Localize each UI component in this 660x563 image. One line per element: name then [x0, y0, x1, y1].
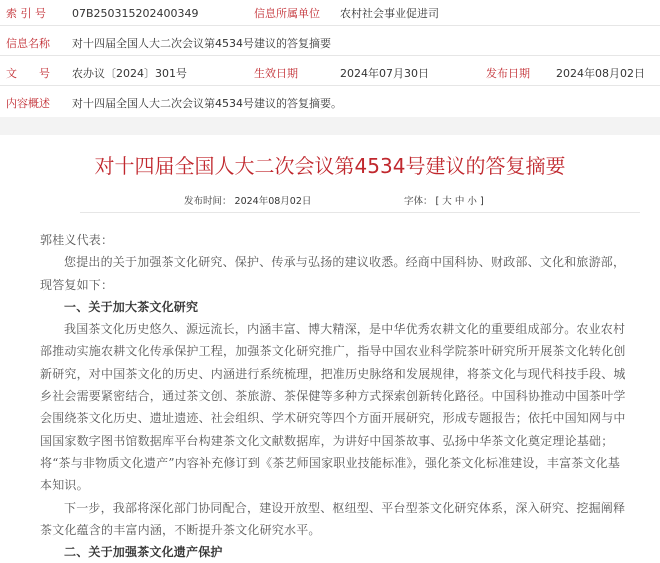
section-1-paragraph-1: 我国茶文化历史悠久、源远流长，内涵丰富、博大精深，是中华优秀农耕文化的重要组成部分。农业农村部推动实施农耕文化传承保护工程，加强茶文化研究推广，指导中国农业科学院茶叶研究所开展茶文化转化创新研究，对中国茶文化的历史、内涵进行系统梳理，把准历史脉络和发展规律，将茶文化与现代科技手段、城乡社会需要紧密结合，通过茶文创、茶旅游、茶保健等多种方式探索创新转化路径。中国科协推动中国茶叶学会围绕茶文化历史、遗址遗迹、社会组织、学术研究等四个方面开展研究，形成专题报告；依托中国知网与中国国家数字图书馆数据库平台构建茶文化文献数据库，为讲好中国茶故事、弘扬中华茶文化奠定理论基础；将“茶与非物质文化遗产”内容补充修订到《茶艺师国家职业技能标准》，强化茶文化标准建设，丰富茶文化基本知识。: [40, 322, 626, 493]
article-body: [40, 229, 632, 563]
meta-row-name: [0, 33, 660, 56]
summary-label: 内容概述: [6, 97, 50, 110]
publish-time: [184, 193, 311, 207]
font-size-small-link[interactable]: 小: [467, 196, 477, 207]
effective-date-value: 2024年07月30日: [340, 67, 429, 80]
publish-time-label: 发布时间：: [184, 196, 232, 207]
article-title: 对十四届全国人大二次会议第4534号建议的答复摘要: [94, 154, 566, 178]
docno-label: 文 号: [6, 67, 50, 80]
meta-row-index: [0, 3, 660, 26]
font-size-large-link[interactable]: 大: [442, 196, 452, 207]
font-size-medium-link[interactable]: 中: [454, 196, 465, 207]
org-value: 农村社会事业促进司: [340, 7, 439, 20]
font-bracket-open: [: [435, 196, 440, 207]
index-label: 索 引 号: [6, 7, 46, 20]
name-value: 对十四届全国人大二次会议第4534号建议的答复摘要: [72, 37, 331, 50]
docno-value: 农办议〔2024〕301号: [72, 67, 187, 80]
info-metadata-table: [0, 0, 660, 117]
index-value: 07B250315202400349: [72, 7, 199, 20]
section-divider: [0, 117, 660, 135]
publish-date-value: 2024年08月02日: [556, 67, 645, 80]
meta-row-summary: [0, 93, 660, 115]
font-size-label: 字体：: [404, 196, 433, 207]
section-1-paragraph-2: 下一步，我部将深化部门协同配合，建设开放型、枢纽型、平台型茶文化研究体系，深入研究、挖掘阐释茶文化蕴含的丰富内涵，不断提升茶文化研究水平。: [40, 500, 626, 537]
salutation: 郭桂义代表：: [40, 233, 114, 247]
section-heading-2: 二、关于加强茶文化遗产保护: [64, 545, 223, 560]
org-label: 信息所属单位: [254, 7, 320, 20]
section-heading-1: 一、关于加大茶文化研究: [64, 299, 199, 314]
name-label: 信息名称: [6, 37, 50, 50]
publish-time-value: 2024年08月02日: [234, 196, 312, 207]
font-size-controls: [404, 193, 484, 207]
intro-paragraph: 您提出的关于加强茶文化研究、保护、传承与弘扬的建议收悉。经商中国科协、财政部、文化和旅游部，现答复如下：: [40, 255, 626, 292]
meta-row-docno: [0, 63, 660, 86]
title-underline: [80, 212, 640, 213]
publish-date-label: 发布日期: [486, 67, 530, 80]
effective-date-label: 生效日期: [254, 67, 298, 80]
font-bracket-close: ]: [479, 196, 484, 207]
summary-value: 对十四届全国人大二次会议第4534号建议的答复摘要。: [72, 97, 342, 110]
